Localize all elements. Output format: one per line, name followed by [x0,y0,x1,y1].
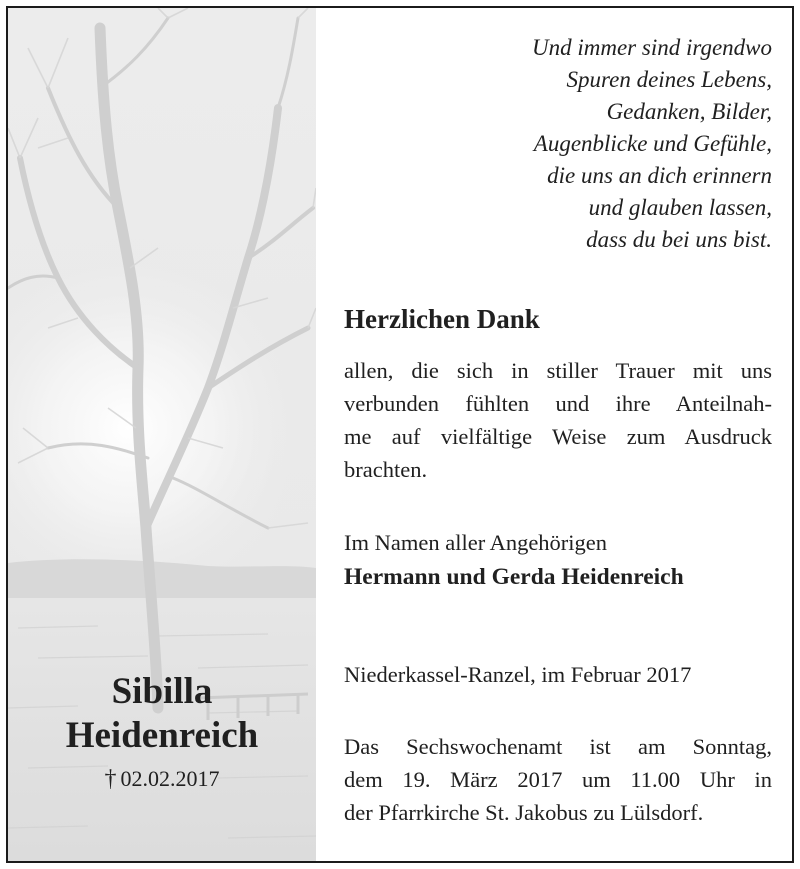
poem-line: die uns an dich erinnern [547,163,772,188]
death-date-line [8,766,316,792]
service-info [344,730,772,829]
deceased-last-name: Heidenreich [65,715,259,756]
thanks-line: brachten. [344,457,428,482]
poem-line: und glauben lassen, [588,195,772,220]
tree-photo [8,8,316,861]
on-behalf-line [344,526,772,559]
poem [532,32,772,256]
thanks-heading: Herzlichen Dank [344,304,540,334]
thanks-text [344,354,772,486]
service-line: der Pfarrkirche St. Jakobus zu Lülsdorf. [344,800,704,825]
thanks-line: me auf vielfältige Weise zum Ausdruck [344,424,772,449]
poem-line: Gedanken, Bilder, [606,99,772,124]
service-line: Das Sechswochenamt ist am Sonntag, [344,734,772,759]
place-date-text: Niederkassel-Ranzel, im Februar 2017 [344,662,692,687]
on-behalf-text: Im Namen aller Angehörigen [344,530,608,555]
death-date: 02.02.2017 [120,766,220,791]
obituary-card [6,6,794,863]
poem-line: Augenblicke und Gefühle, [533,131,772,156]
poem-line: Und immer sind irgendwo [531,35,772,60]
service-line: dem 19. März 2017 um 11.00 Uhr in [344,767,772,792]
thanks-line: verbunden fühlten und ihre Anteilnah- [344,391,772,416]
place-date-line [344,658,772,691]
text-column [340,8,772,861]
deceased-first-name: Sibilla [111,671,213,712]
poem-line: Spuren deines Lebens, [566,67,772,92]
poem-line: dass du bei uns bist. [586,227,772,252]
signatory-names: Hermann und Gerda Heidenreich [344,564,684,590]
cross-icon: † [104,766,117,792]
deceased-block [8,670,316,792]
thanks-line: allen, die sich in stiller Trauer mit uns [344,358,772,383]
